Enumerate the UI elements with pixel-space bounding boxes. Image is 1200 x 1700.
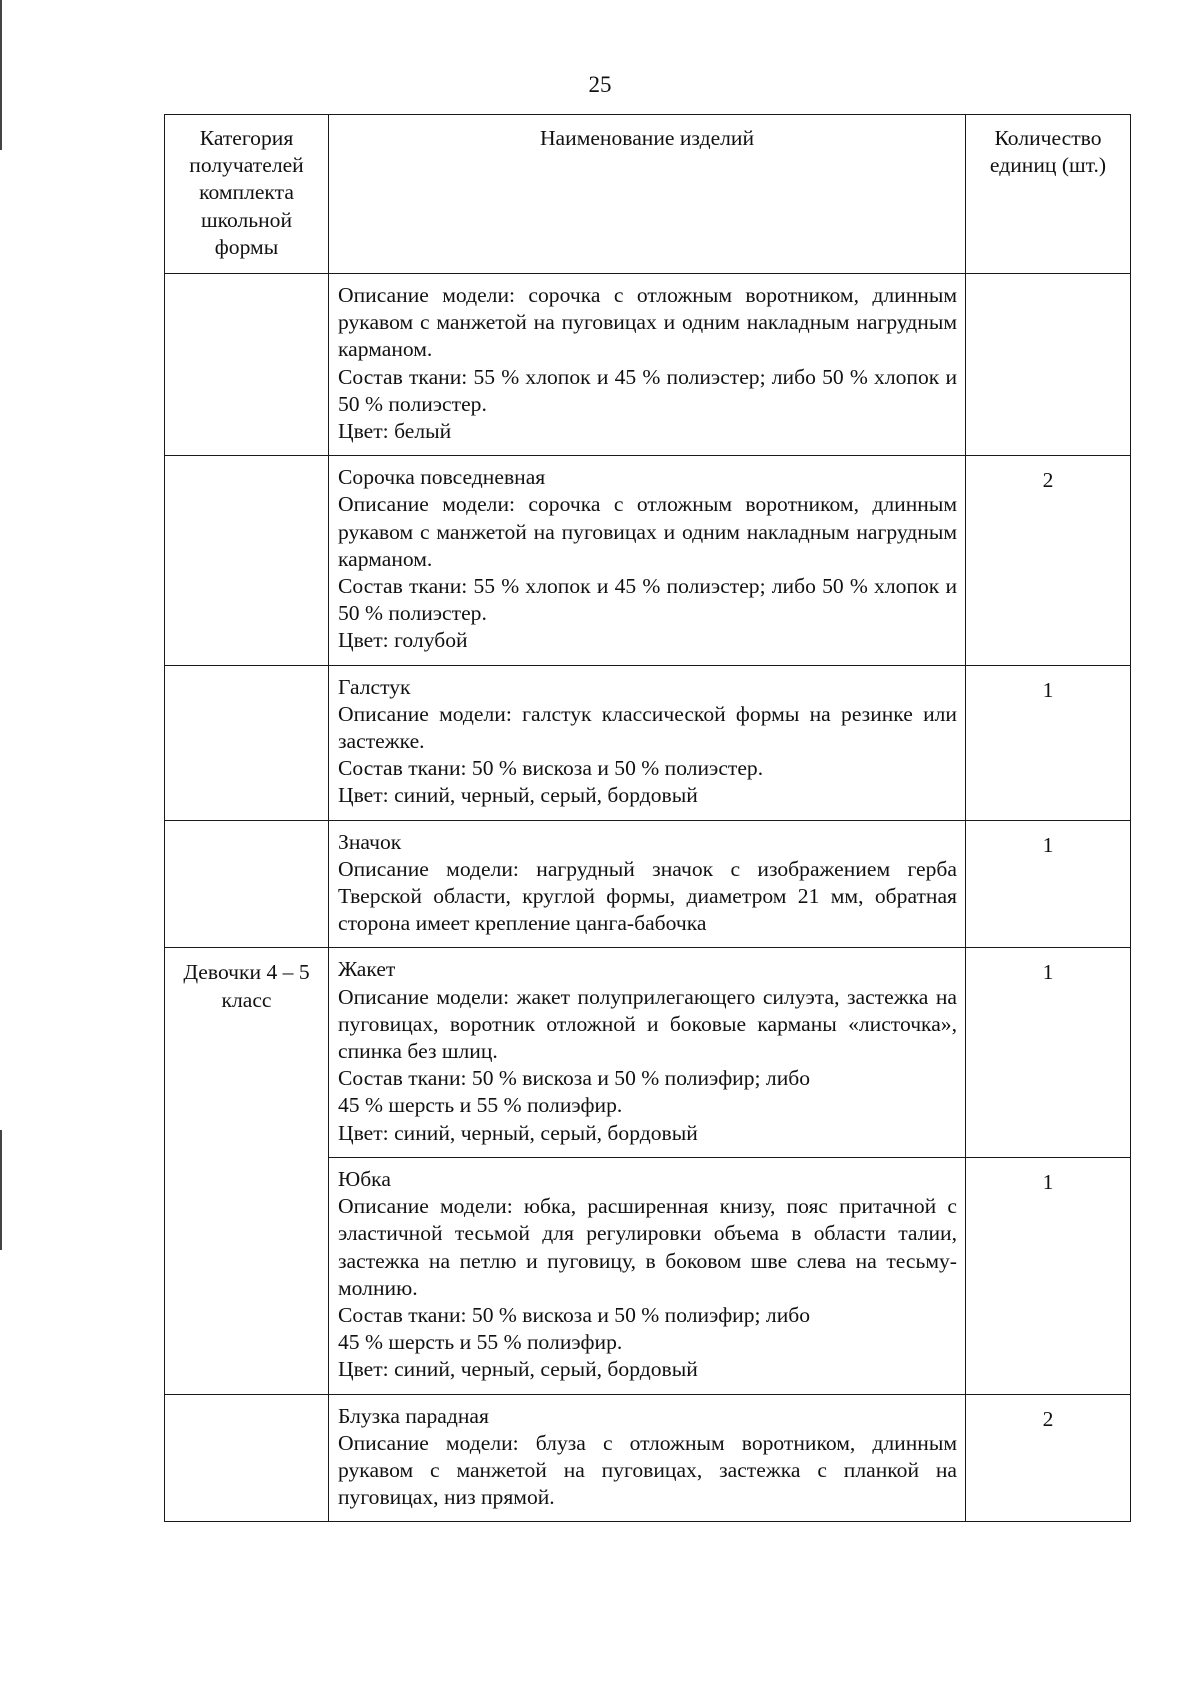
color-line: Цвет: синий, черный, серый, бордовый [338,1357,698,1382]
table-row [165,1394,1131,1522]
item-title: Блузка парадная [338,1403,489,1428]
composition-line-alt: 45 % шерсть и 55 % полиэфир. [338,1093,623,1118]
row-quantity: 2 [966,1394,1131,1522]
description-line: Описание модели: сорочка с отложным воротником, длинным рукавом с манжетой на пуговицах и одним накладным нагрудным карманом. [338,492,957,571]
description-line: Описание модели: юбка, расширенная книзу, пояс притачной с эластичной тесьмой для регулировки объема в области талии, застежка на петлю и пуговицу, в боковом шве слева на тесьму-молнию. [338,1194,957,1300]
row-quantity: 1 [966,948,1131,1157]
row-description [329,456,966,665]
item-title: Жакет [338,957,396,982]
row-category [165,1394,329,1522]
header-quantity: Количество единиц (шт.) [966,115,1131,274]
row-quantity: 2 [966,456,1131,665]
color-line: Цвет: голубой [338,628,468,653]
item-title: Сорочка повседневная [338,465,546,490]
item-title: Значок [338,829,402,854]
description-line: Описание модели: жакет полуприлегающего силуэта, застежка на пуговицах, воротник отложной и боковые карманы «листочка», спинка без шлиц. [338,984,957,1064]
row-category [165,820,329,948]
row-description [329,1394,966,1522]
row-category [165,274,329,456]
composition-line: Состав ткани: 50 % вискоза и 50 % полиэфир; либо [338,1302,811,1327]
row-category [165,456,329,665]
color-line: Цвет: синий, черный, серый, бордовый [338,1120,698,1145]
table-row [165,456,1131,665]
row-description [329,1157,966,1394]
description-line: Описание модели: галстук классической формы на резинке или застежке. [338,701,957,754]
header-category: Категория получателей комплекта школьной формы [165,115,329,274]
row-description [329,820,966,948]
composition-line: Состав ткани: 50 % вискоза и 50 % полиэстер. [338,756,764,781]
page-number: 25 [588,72,612,97]
composition-line: Состав ткани: 55 % хлопок и 45 % полиэстер; либо 50 % хлопок и 50 % полиэстер. [338,364,957,416]
table-row [165,948,1131,1157]
uniform-spec-table [164,114,1131,1522]
table-row [165,274,1131,456]
header-name: Наименование изделий [329,115,966,274]
table-header-row [165,115,1131,274]
row-description [329,665,966,820]
item-title: Юбка [338,1166,391,1191]
row-category-girls: Девочки 4 – 5 класс [165,948,329,1394]
description-line: Описание модели: нагрудный значок с изображением герба Тверской области, круглой формы, диаметром 21 мм, обратная сторона имеет крепление цанга-бабочка [338,856,957,936]
row-description [329,948,966,1157]
color-line: Цвет: белый [338,419,452,444]
color-line: Цвет: синий, черный, серый, бордовый [338,783,698,808]
table-row [165,665,1131,820]
description-line: Описание модели: блуза с отложным воротником, длинным рукавом с манжетой на пуговицах, застежка с планкой на пуговицах, низ прямой. [338,1430,957,1510]
composition-line-alt: 45 % шерсть и 55 % полиэфир. [338,1330,623,1355]
composition-line: Состав ткани: 50 % вискоза и 50 % полиэфир; либо [338,1066,811,1091]
table-row [165,820,1131,948]
scan-edge-line-bottom [0,1130,2,1250]
item-title: Галстук [338,674,411,699]
row-quantity [966,274,1131,456]
row-description [329,274,966,456]
row-quantity: 1 [966,820,1131,948]
composition-line: Состав ткани: 55 % хлопок и 45 % полиэстер; либо 50 % хлопок и 50 % полиэстер. [338,574,957,626]
row-category [165,665,329,820]
description-line: Описание модели: сорочка с отложным воротником, длинным рукавом с манжетой на пуговицах и одним накладным нагрудным карманом. [338,283,957,362]
row-quantity: 1 [966,665,1131,820]
row-quantity: 1 [966,1157,1131,1394]
